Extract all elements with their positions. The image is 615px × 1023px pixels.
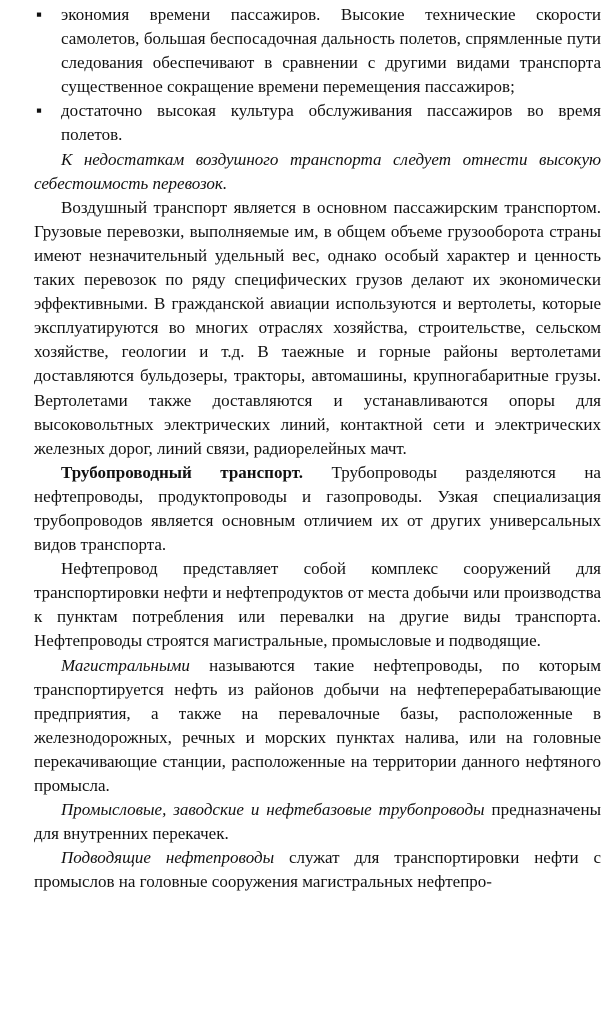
list-item	[34, 3, 601, 99]
disadvantages-paragraph: К недостаткам воздушного транспорта следует отнести высокую себестоимость перевозок.	[34, 149, 601, 193]
pipeline-text: Трубопроводы разделяются на нефтепроводы, продуктопроводы и газопроводы. Узкая специализация трубопроводов является основным отличием их от других универсальных видов транспорта.	[34, 462, 601, 555]
air-cargo-paragraph: Воздушный транспорт является в основном пассажирским транспортом. Грузовые перевозки, выполняемые им, в общем объеме грузооборота страны имеют незначительный удельный вес, однако особый характер и ценность таких перевозок по ряду специфических грузов делают их экономически эффективными. В гражданской авиации используются и вертолеты, которые эксплуатируются во многих отраслях хозяйства, строительстве, сельском хозяйстве, геологии и т.д. В таежные и горные районы вертолетами доставляются бульдозеры, тракторы, автомашины, крупногабаритные грузы. Вертолетами также доставляются и устанавливаются опоры для высоковольтных электрических линий, контактной сети и электрических железных дорог, линий связи, радиорелейных мачт.	[34, 197, 601, 458]
feeder-pipeline-paragraph	[34, 846, 601, 894]
trunk-text: называются такие нефтепроводы, по которым транспортируется нефть из районов добычи на нефтеперерабатывающие предприятия, а также на перевалочные базы, расположенные в железнодорожных, речных и морских пунктах налива, или на головные перекачивающие станции, расположенные на территории данного нефтяного промысла.	[34, 655, 601, 795]
bullet-marker: ▪	[35, 101, 43, 121]
pipeline-paragraph	[34, 461, 601, 557]
list-item-text: экономия времени пассажиров. Высокие технические скорости самолетов, большая беспосадочная дальность полетов, спрямленные пути следования обеспечивают в сравнении с другими видами транспорта существенное сокращение времени перемещения пассажиров;	[61, 5, 601, 97]
field-text: предназначены для внутренних перекачек.	[34, 800, 601, 844]
trunk-pipeline-paragraph	[34, 654, 601, 799]
trunk-term: Магистральными	[61, 655, 190, 675]
pipeline-heading: Трубопроводный транспорт.	[61, 462, 303, 482]
feeder-text: служат для транспортировки нефти с промыслов на головные сооружения магистральных нефтепро-	[34, 848, 601, 892]
field-term: Промысловые, заводские и нефтебазовые трубопроводы	[61, 800, 485, 820]
list-item	[34, 99, 601, 147]
feeder-term: Подводящие нефтепроводы	[61, 848, 275, 868]
oil-pipeline-paragraph: Нефтепровод представляет собой комплекс сооружений для транспортировки нефти и нефтепродуктов от места добычи или производства к пунктам потребления или перевалки на другие виды транспорта. Нефтепроводы строятся магистральные, промысловые и подводящие.	[34, 559, 601, 651]
list-item-text: достаточно высокая культура обслуживания пассажиров во время полетов.	[61, 101, 601, 145]
document-page	[34, 3, 601, 894]
bullet-marker: ▪	[35, 5, 43, 24]
field-pipeline-paragraph	[34, 798, 601, 846]
advantages-list	[34, 3, 601, 148]
